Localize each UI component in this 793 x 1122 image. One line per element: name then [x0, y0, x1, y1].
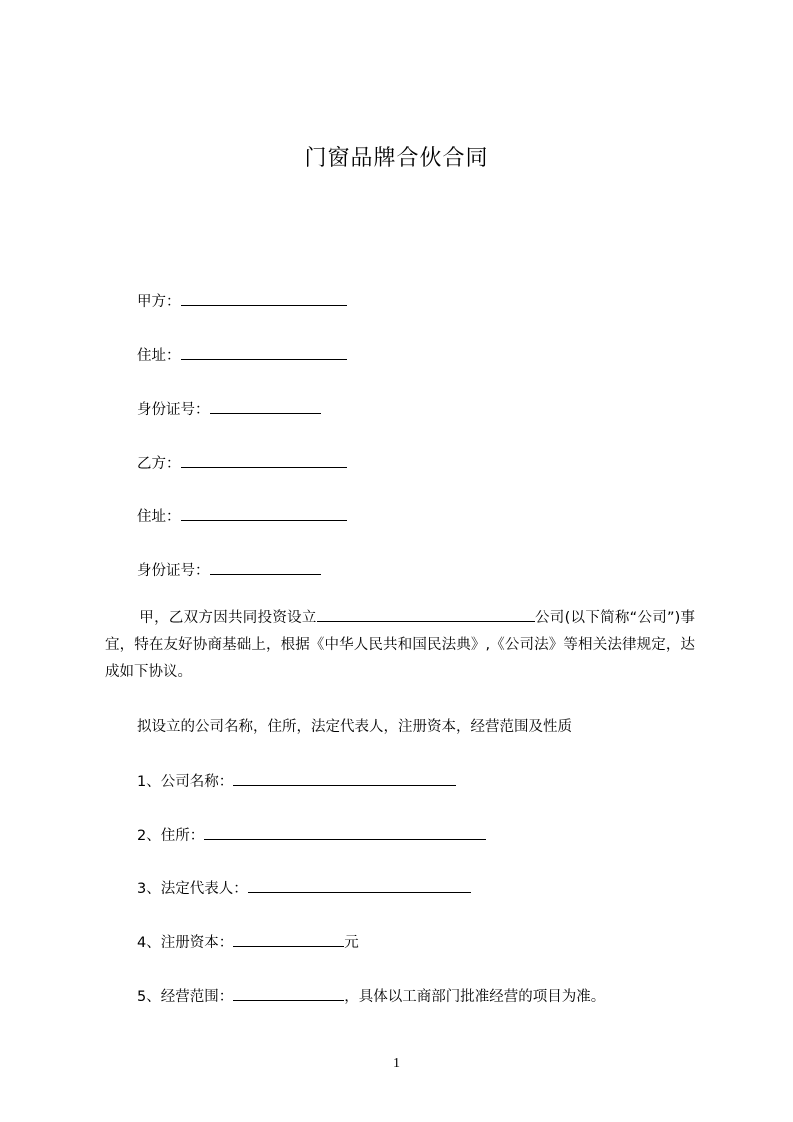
- intro-text-1: 甲，乙双方因共同投资设立: [139, 610, 317, 626]
- item-scope-suffix: ，具体以工商部门批准经营的项目为准。: [344, 989, 606, 1005]
- party-b-name-line: [137, 453, 347, 474]
- party-a-id-label: 身份证号：: [137, 402, 210, 418]
- party-b-address-blank[interactable]: [181, 506, 347, 521]
- party-b-name-label: 乙方：: [137, 456, 181, 472]
- party-a-name-label: 甲方：: [137, 294, 181, 310]
- item-company-name-line: [137, 771, 456, 792]
- item-address-line: [137, 825, 486, 846]
- intro-text-2: 公司(以下简称“公司”)事宜，特在友好协商基础上，根据《中华人民共和国民法典》,《公司法》等相关法律规定，达成如下协议。: [105, 610, 696, 680]
- item-address-blank[interactable]: [204, 825, 486, 840]
- item-scope-line: [137, 986, 605, 1007]
- party-b-name-blank[interactable]: [181, 453, 347, 468]
- item-address-label: 2、住所：: [137, 828, 205, 844]
- party-a-name-line: [137, 291, 347, 312]
- item-scope-label: 5、经营范围：: [137, 989, 234, 1005]
- item-legal-rep-label: 3、法定代表人：: [137, 881, 248, 897]
- item-scope-blank[interactable]: [233, 986, 344, 1001]
- party-a-id-line: [137, 399, 321, 420]
- party-b-id-blank[interactable]: [210, 560, 321, 575]
- party-a-address-line: [137, 345, 347, 366]
- party-a-id-blank[interactable]: [210, 399, 321, 414]
- item-company-name-label: 1、公司名称：: [137, 774, 234, 790]
- item-capital-label: 4、注册资本：: [137, 935, 234, 951]
- party-a-address-label: 住址：: [137, 348, 181, 364]
- party-b-id-label: 身份证号：: [137, 563, 210, 579]
- company-name-blank-intro[interactable]: [317, 607, 535, 622]
- document-title: 门窗品牌合伙合同: [304, 146, 489, 171]
- party-a-address-blank[interactable]: [181, 345, 347, 360]
- intro-paragraph: [105, 605, 695, 686]
- item-capital-unit: 元: [344, 935, 359, 951]
- party-b-address-label: 住址：: [137, 509, 181, 525]
- party-b-id-line: [137, 560, 321, 581]
- item-legal-rep-line: [137, 878, 471, 899]
- item-capital-blank[interactable]: [233, 932, 344, 947]
- page-number: 1: [393, 1056, 400, 1071]
- item-legal-rep-blank[interactable]: [248, 878, 471, 893]
- section-heading: 拟设立的公司名称，住所，法定代表人，注册资本，经营范围及性质: [137, 719, 572, 735]
- party-a-name-blank[interactable]: [181, 291, 347, 306]
- item-capital-line: [137, 932, 359, 953]
- item-company-name-blank[interactable]: [233, 771, 456, 786]
- party-b-address-line: [137, 506, 347, 527]
